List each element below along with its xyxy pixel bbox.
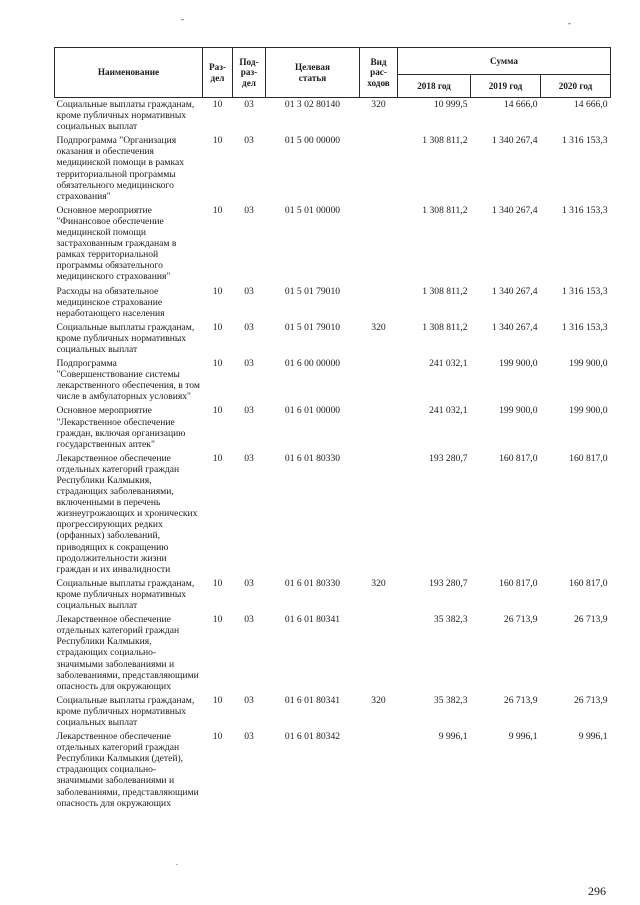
cell-razdel: 10 xyxy=(212,321,223,333)
table-row xyxy=(55,285,611,321)
table-row xyxy=(55,98,611,135)
header-razdel: Раз- дел xyxy=(203,48,233,98)
table-row xyxy=(55,730,611,811)
cell-podrazdel: 03 xyxy=(244,321,254,333)
cell-sum-2020: 14 666,0 xyxy=(573,99,608,110)
table-row xyxy=(55,694,611,730)
cell-name: Социальные выплаты гражданам, кроме публичных нормативных социальных выплат xyxy=(56,99,195,133)
cell-vid xyxy=(360,613,398,694)
cell-celevaya: 01 6 01 80341 xyxy=(284,694,341,706)
cell-vid: 320 xyxy=(371,321,386,333)
cell-razdel: 10 xyxy=(212,731,223,743)
cell-name: Социальные выплаты гражданам, кроме публичных нормативных социальных выплат xyxy=(56,577,195,612)
cell-sum-2018: 241 032,1 xyxy=(429,405,468,417)
cell-razdel: 10 xyxy=(212,99,223,110)
table-row xyxy=(55,404,611,451)
budget-table xyxy=(54,47,611,811)
header-2019: 2019 год xyxy=(471,75,541,98)
cell-podrazdel: 03 xyxy=(244,99,254,110)
cell-celevaya: 01 6 01 80342 xyxy=(284,731,341,743)
cell-vid xyxy=(360,285,398,321)
cell-sum-2020: 160 817,0 xyxy=(569,577,608,589)
header-2020: 2020 год xyxy=(541,75,611,98)
table-row xyxy=(55,577,611,613)
cell-razdel: 10 xyxy=(212,204,223,216)
cell-razdel: 10 xyxy=(212,694,223,706)
cell-podrazdel: 03 xyxy=(244,204,254,216)
table-row xyxy=(55,204,611,285)
cell-podrazdel: 03 xyxy=(244,405,254,417)
cell-sum-2019: 1 340 267,4 xyxy=(491,204,538,216)
cell-podrazdel: 03 xyxy=(244,285,254,297)
cell-sum-2018: 193 280,7 xyxy=(429,577,468,589)
cell-sum-2018: 35 382,3 xyxy=(433,614,468,626)
cell-sum-2020: 1 316 153,3 xyxy=(561,135,608,147)
scan-mark-top-left: - xyxy=(181,14,184,24)
cell-sum-2019: 160 817,0 xyxy=(499,452,538,464)
table-body xyxy=(55,98,611,811)
cell-sum-2018: 193 280,7 xyxy=(429,452,468,464)
cell-razdel: 10 xyxy=(212,358,223,370)
cell-sum-2020: 26 713,9 xyxy=(573,614,608,626)
cell-sum-2020: 199 900,0 xyxy=(569,358,608,370)
cell-vid xyxy=(360,730,398,811)
cell-name: Социальные выплаты гражданам, кроме публичных нормативных социальных выплат xyxy=(56,694,195,728)
cell-sum-2019: 26 713,9 xyxy=(503,694,538,706)
cell-sum-2018: 35 382,3 xyxy=(433,694,468,706)
cell-vid xyxy=(360,404,398,451)
cell-name: Лекарственное обеспечение отдельных категорий граждан Республики Калмыкия, страдающих заболеваниями, включенными в перечень жизнеугрожающих и хронических прогрессирующих редких (орфанных) заболеваний, приводящих к сокращению продолжительности жизни граждан и их инвалидности xyxy=(56,452,198,575)
cell-vid: 320 xyxy=(371,694,386,706)
cell-celevaya: 01 6 01 00000 xyxy=(284,405,341,417)
cell-sum-2018: 1 308 811,2 xyxy=(422,321,468,333)
cell-sum-2018: 1 308 811,2 xyxy=(422,135,468,147)
table-row xyxy=(55,134,611,204)
cell-celevaya: 01 6 01 80330 xyxy=(284,452,341,464)
cell-sum-2019: 26 713,9 xyxy=(503,614,538,626)
cell-celevaya: 01 5 00 00000 xyxy=(284,135,341,147)
table-header xyxy=(55,48,611,98)
cell-name: Основное мероприятие "Лекарственное обеспечение граждан, включая организацию государственных аптек" xyxy=(56,405,186,450)
cell-vid xyxy=(360,357,398,404)
cell-podrazdel: 03 xyxy=(244,135,254,147)
cell-vid xyxy=(360,204,398,285)
scan-mark-top-right: - xyxy=(568,18,571,28)
table-row xyxy=(55,357,611,404)
cell-razdel: 10 xyxy=(212,577,223,589)
header-summa: Сумма xyxy=(398,48,611,75)
cell-vid xyxy=(360,134,398,204)
cell-podrazdel: 03 xyxy=(244,452,254,464)
cell-sum-2020: 1 316 153,3 xyxy=(561,321,608,333)
cell-name: Расходы на обязательное медицинское страхование неработающего населения xyxy=(56,285,165,319)
cell-celevaya: 01 5 01 79010 xyxy=(284,321,341,333)
cell-razdel: 10 xyxy=(212,405,223,417)
cell-razdel: 10 xyxy=(212,614,223,626)
page-number: 296 xyxy=(588,884,606,898)
cell-sum-2019: 14 666,0 xyxy=(503,99,538,110)
header-vid: Вид рас- ходов xyxy=(360,48,398,98)
cell-sum-2019: 1 340 267,4 xyxy=(491,135,538,147)
cell-sum-2018: 1 308 811,2 xyxy=(422,204,468,216)
cell-name: Подпрограмма "Организация оказания и обеспечения медицинской помощи в рамках территориальной программы обязательного медицинского страхования" xyxy=(56,135,185,202)
cell-sum-2019: 1 340 267,4 xyxy=(491,321,538,333)
cell-sum-2018: 1 308 811,2 xyxy=(422,285,468,297)
cell-celevaya: 01 5 01 00000 xyxy=(284,204,341,216)
cell-sum-2018: 9 996,1 xyxy=(438,731,468,743)
cell-sum-2019: 9 996,1 xyxy=(508,731,538,743)
cell-sum-2020: 160 817,0 xyxy=(569,452,608,464)
cell-name: Лекарственное обеспечение отдельных категорий граждан Республики Калмыкия, страдающих социально-значимыми заболеваниями и заболеваниями, представляющими опасность для окружающих xyxy=(56,614,199,692)
table-row xyxy=(55,613,611,694)
cell-celevaya: 01 3 02 80140 xyxy=(284,99,341,110)
cell-sum-2018: 10 999,5 xyxy=(433,99,468,110)
cell-name: Социальные выплаты гражданам, кроме публичных нормативных социальных выплат xyxy=(56,321,195,355)
cell-podrazdel: 03 xyxy=(244,614,254,626)
cell-razdel: 10 xyxy=(212,285,223,297)
cell-celevaya: 01 6 01 80330 xyxy=(284,577,341,589)
cell-sum-2019: 1 340 267,4 xyxy=(491,285,538,297)
cell-sum-2020: 1 316 153,3 xyxy=(561,285,608,297)
cell-vid xyxy=(360,452,398,577)
scan-mark-bottom: . xyxy=(176,858,178,867)
cell-name: Основное мероприятие "Финансовое обеспечение медицинской помощи застрахованным гражданам в рамках территориальной программы обязательного медицинского страхования" xyxy=(56,204,177,283)
header-name: Наименование xyxy=(55,48,203,98)
cell-name: Подпрограмма "Совершенствование системы лекарственного обеспечения, в том числе в амбулаторных условиях" xyxy=(56,358,200,403)
header-celevaya: Целевая статья xyxy=(266,48,360,98)
cell-razdel: 10 xyxy=(212,135,223,147)
cell-podrazdel: 03 xyxy=(244,358,254,370)
cell-podrazdel: 03 xyxy=(244,731,254,743)
cell-sum-2020: 9 996,1 xyxy=(578,731,608,743)
cell-sum-2020: 26 713,9 xyxy=(573,694,608,706)
cell-celevaya: 01 5 01 79010 xyxy=(284,285,341,297)
header-2018: 2018 год xyxy=(398,75,471,98)
cell-celevaya: 01 6 00 00000 xyxy=(284,358,341,370)
cell-vid: 320 xyxy=(371,99,386,110)
cell-sum-2019: 199 900,0 xyxy=(499,358,538,370)
cell-name: Лекарственное обеспечение отдельных категорий граждан Республики Калмыкия (детей), страдающих социально-значимыми заболеваниями и заболеваниями, представляющими опасность для окружающих xyxy=(56,731,199,809)
cell-sum-2018: 241 032,1 xyxy=(429,358,468,370)
cell-vid: 320 xyxy=(371,577,386,589)
cell-podrazdel: 03 xyxy=(244,577,254,589)
table-row xyxy=(55,452,611,577)
header-podrazdel: Под- раз- дел xyxy=(233,48,266,98)
cell-podrazdel: 03 xyxy=(244,694,254,706)
cell-sum-2019: 160 817,0 xyxy=(499,577,538,589)
cell-celevaya: 01 6 01 80341 xyxy=(284,614,341,626)
cell-razdel: 10 xyxy=(212,452,223,464)
cell-sum-2020: 199 900,0 xyxy=(569,405,608,417)
cell-sum-2020: 1 316 153,3 xyxy=(561,204,608,216)
cell-sum-2019: 199 900,0 xyxy=(499,405,538,417)
table-row xyxy=(55,321,611,357)
